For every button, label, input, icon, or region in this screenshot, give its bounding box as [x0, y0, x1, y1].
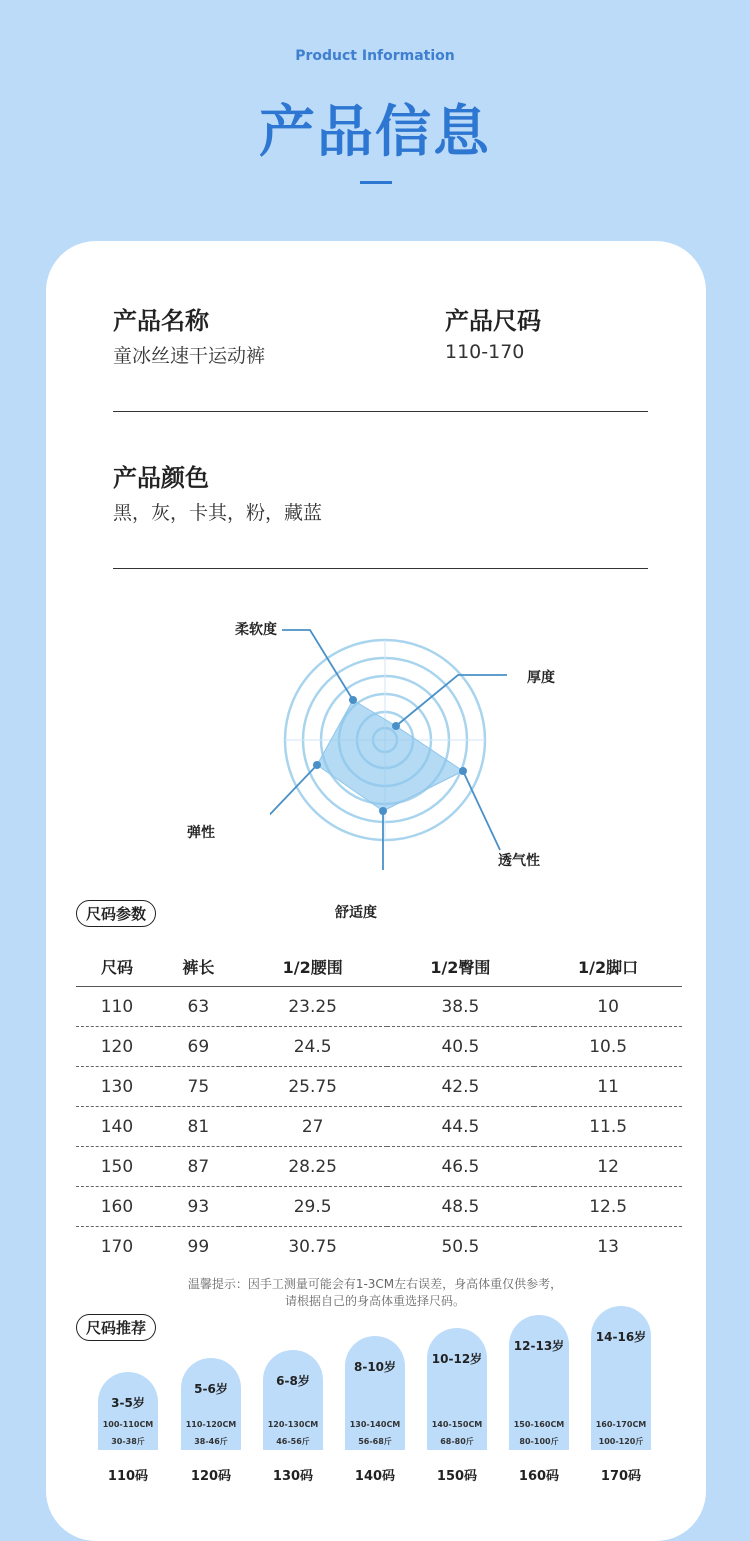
table-cell: 170: [100, 1236, 134, 1257]
table-cell: 13: [597, 1236, 619, 1257]
recommend-arch: [345, 1336, 405, 1450]
table-cell: 120: [76, 1027, 158, 1067]
recommend-height: 120-130CM: [267, 1420, 319, 1429]
recommend-weight: 100-120斤: [598, 1437, 644, 1446]
table-cell: 29.5: [239, 1187, 387, 1227]
recommend-age: 12-13岁: [513, 1339, 565, 1353]
divider: [113, 568, 648, 569]
radar-label-elasticity: 弹性: [187, 825, 215, 841]
table-cell: 63: [158, 987, 239, 1027]
table-cell: 75: [158, 1067, 239, 1107]
table-row: [76, 1107, 682, 1147]
table-row: [76, 1027, 682, 1067]
col-header-hip: 1/2臀围: [387, 946, 535, 987]
table-cell: 24.5: [239, 1027, 387, 1067]
recommend-size-code: 150码: [436, 1469, 478, 1484]
table-cell: 38.5: [387, 987, 535, 1027]
table-row: [76, 1227, 682, 1267]
table-cell: 12.5: [534, 1187, 682, 1227]
recommend-height: 100-110CM: [102, 1420, 154, 1429]
table-row: [76, 1067, 682, 1107]
product-color-value: 黑，灰，卡其，粉，藏蓝: [113, 502, 323, 524]
size-table: [76, 946, 682, 1266]
recommend-arch: [509, 1315, 569, 1450]
recommend-height: 110-120CM: [185, 1420, 237, 1429]
measurement-note: 温馨提示：因手工测量可能会有1-3CM左右误差，身高体重仅供参考，: [187, 1277, 563, 1291]
recommend-height: 150-160CM: [513, 1420, 565, 1429]
table-cell: 69: [158, 1027, 239, 1067]
table-cell: 130: [76, 1067, 158, 1107]
product-info-en-title: Product Information: [295, 48, 455, 64]
product-size-label: 产品尺码: [445, 307, 541, 335]
recommend-size-code: 120码: [190, 1469, 232, 1484]
recommend-age: 5-6岁: [194, 1382, 228, 1396]
recommend-age: 10-12岁: [431, 1352, 483, 1366]
table-cell: 160: [76, 1187, 158, 1227]
table-cell: 48.5: [387, 1187, 535, 1227]
title-divider: [360, 181, 392, 184]
table-cell: 81: [158, 1107, 239, 1147]
recommend-size-code: 130码: [272, 1469, 314, 1484]
table-cell: 28.25: [239, 1147, 387, 1187]
divider: [113, 411, 648, 412]
recommend-size-code: 140码: [354, 1469, 396, 1484]
radar-label-breathability: 透气性: [498, 853, 540, 869]
table-cell: 50.5: [441, 1236, 480, 1257]
recommend-arch: [181, 1358, 241, 1450]
product-name-value: 童冰丝速干运动裤: [113, 345, 266, 367]
recommend-weight: 46-56斤: [276, 1437, 310, 1446]
radar-area: [317, 700, 463, 811]
size-params-pill: 尺码参数: [76, 900, 156, 927]
recommend-arch: [591, 1306, 651, 1450]
recommend-size-code: 170码: [600, 1469, 642, 1484]
table-cell: 11: [534, 1067, 682, 1107]
product-name-label: 产品名称: [113, 307, 209, 335]
col-header-waist: 1/2腰围: [239, 946, 387, 987]
recommend-size-code: 110码: [107, 1469, 149, 1484]
recommend-height: 140-150CM: [431, 1420, 483, 1429]
table-cell: 99: [187, 1236, 210, 1257]
table-cell: 110: [76, 987, 158, 1027]
table-cell: 42.5: [387, 1067, 535, 1107]
table-row: [76, 1147, 682, 1187]
table-row: [76, 1187, 682, 1227]
table-cell: 30.75: [288, 1236, 337, 1257]
table-cell: 11.5: [534, 1107, 682, 1147]
table-cell: 10: [534, 987, 682, 1027]
recommend-arch: [98, 1372, 158, 1450]
table-cell: 46.5: [387, 1147, 535, 1187]
table-cell: 25.75: [239, 1067, 387, 1107]
recommend-size-code: 160码: [518, 1469, 560, 1484]
recommend-age: 14-16岁: [595, 1330, 647, 1344]
table-header-row: [76, 946, 682, 987]
table-cell: 87: [158, 1147, 239, 1187]
table-cell: 140: [76, 1107, 158, 1147]
product-info-title: 产品信息: [259, 100, 491, 165]
recommend-age: 3-5岁: [111, 1396, 145, 1410]
recommend-weight: 68-80斤: [440, 1437, 474, 1446]
table-row: [76, 987, 682, 1027]
radar-label-comfort: 舒适度: [335, 905, 377, 921]
recommend-weight: 38-46斤: [194, 1437, 228, 1446]
leader-line: [463, 771, 500, 850]
recommend-age: 6-8岁: [276, 1374, 310, 1388]
col-header-hem: 1/2脚口: [534, 946, 682, 987]
table-cell: 44.5: [387, 1107, 535, 1147]
table-cell: 93: [158, 1187, 239, 1227]
recommend-height: 160-170CM: [595, 1420, 647, 1429]
product-size-value: 110-170: [445, 341, 525, 363]
radar-label-softness: 柔软度: [235, 622, 277, 638]
col-header-size: 尺码: [76, 946, 158, 987]
table-cell: 23.25: [239, 987, 387, 1027]
recommend-age: 8-10岁: [353, 1360, 397, 1374]
table-cell: 27: [239, 1107, 387, 1147]
size-recommend-pill: 尺码推荐: [76, 1314, 156, 1341]
measurement-note: 请根据自己的身高体重选择尺码。: [284, 1294, 465, 1308]
recommend-height: 130-140CM: [349, 1420, 401, 1429]
table-cell: 10.5: [534, 1027, 682, 1067]
recommend-arch: [427, 1328, 487, 1450]
recommend-arch: [263, 1350, 323, 1450]
recommend-weight: 56-68斤: [358, 1437, 392, 1446]
radar-label-thickness: 厚度: [527, 670, 555, 686]
recommend-weight: 80-100斤: [519, 1437, 559, 1446]
table-cell: 150: [76, 1147, 158, 1187]
table-cell: 12: [534, 1147, 682, 1187]
recommend-weight: 30-38斤: [111, 1437, 145, 1446]
fabric-radar-chart: [270, 620, 570, 870]
product-color-label: 产品颜色: [113, 464, 209, 492]
table-cell: 40.5: [387, 1027, 535, 1067]
col-header-length: 裤长: [158, 946, 239, 987]
